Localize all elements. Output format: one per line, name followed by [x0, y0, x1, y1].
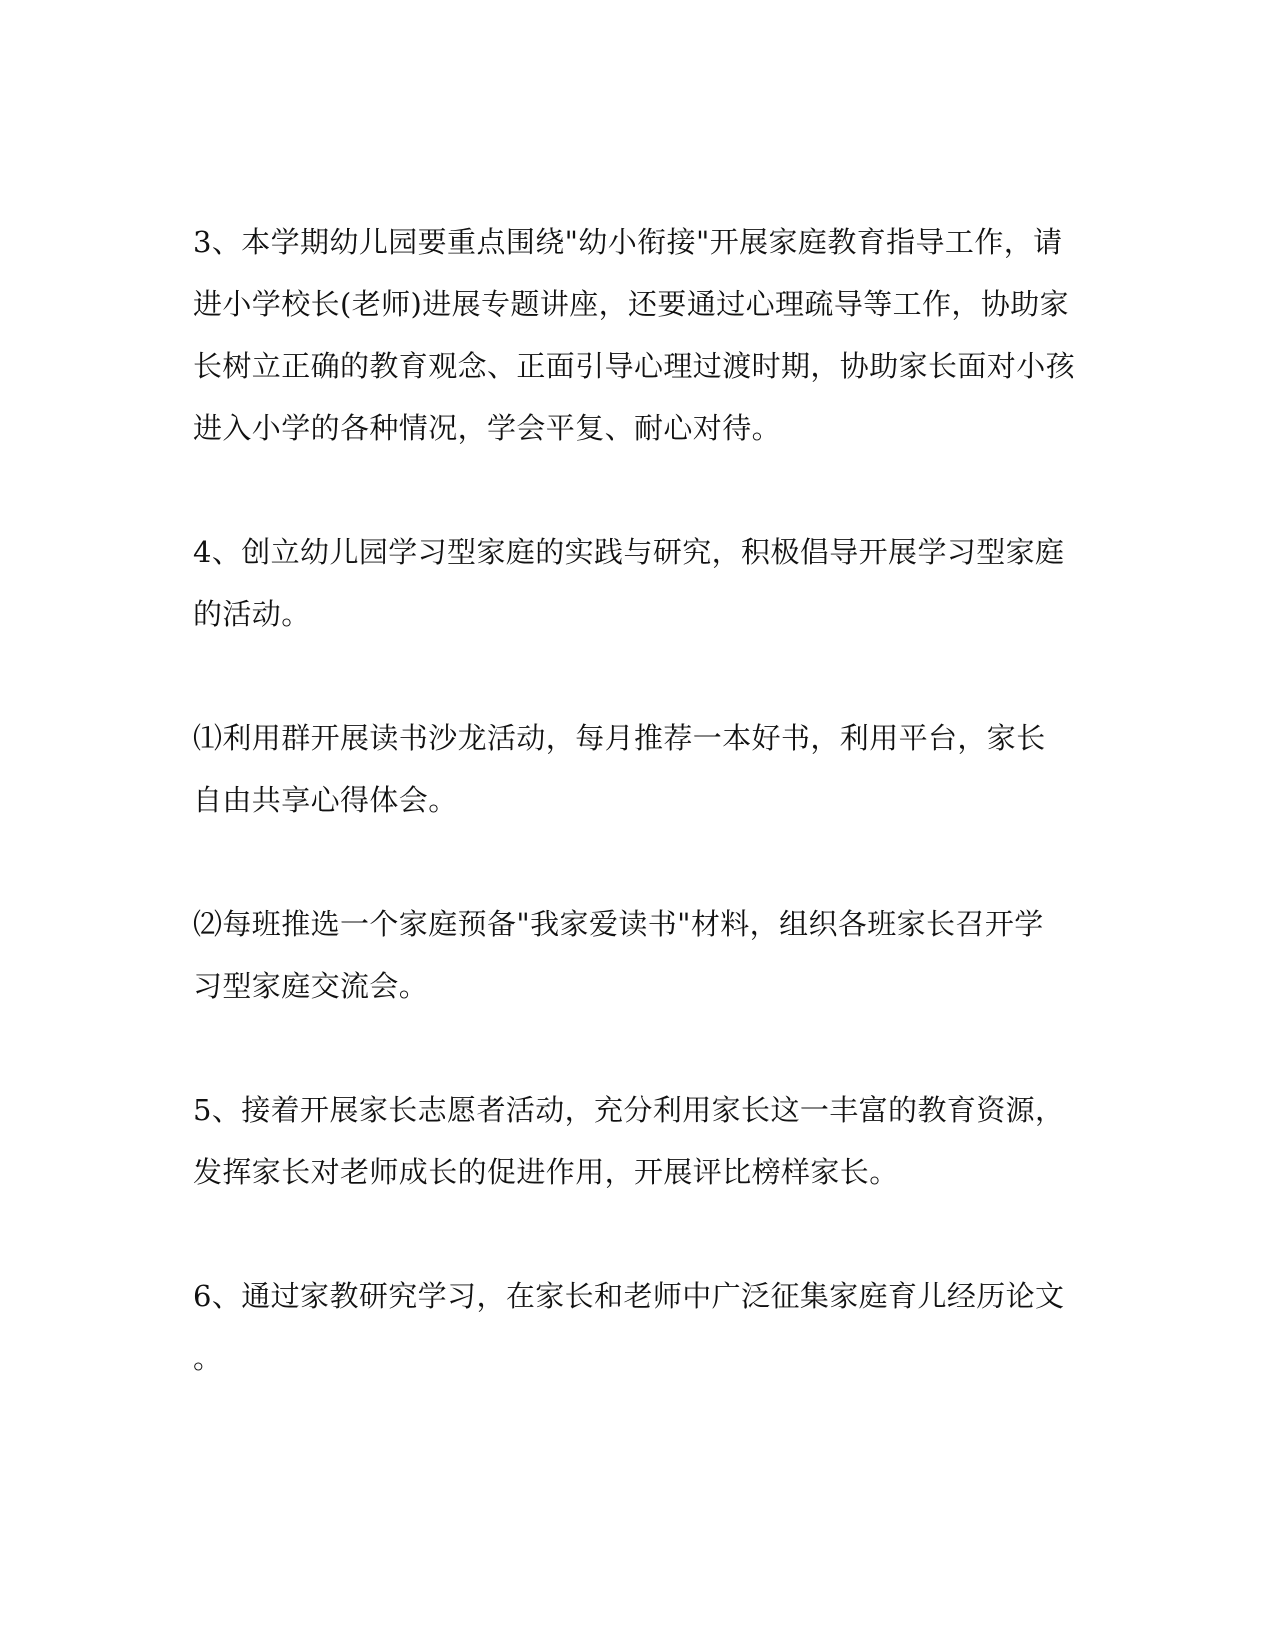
sub-item-1-line-2: 自由共享心得体会。: [193, 783, 458, 817]
sub-item-1-line-1: ⑴利用群开展读书沙龙活动，每月推荐一本好书，利用平台，家长: [193, 721, 1046, 755]
paragraph-3-line-2: 进小学校长(老师)进展专题讲座，还要通过心理疏导等工作，协助家: [193, 287, 1070, 321]
sub-item-2-line-2: 习型家庭交流会。: [193, 969, 429, 1003]
sub-item-2-line-1: ⑵每班推选一个家庭预备"我家爱读书"材料，组织各班家长召开学: [193, 907, 1044, 941]
paragraph-6-line-2: 。: [193, 1341, 223, 1375]
paragraph-3-line-1: 3、本学期幼儿园要重点围绕"幼小衔接"开展家庭教育指导工作，请: [193, 225, 1063, 259]
paragraph-4-line-2: 的活动。: [193, 597, 311, 631]
paragraph-5-line-2: 发挥家长对老师成长的促进作用，开展评比榜样家长。: [193, 1155, 899, 1189]
paragraph-4-line-1: 4、创立幼儿园学习型家庭的实践与研究，积极倡导开展学习型家庭: [193, 535, 1065, 569]
paragraph-3-line-3: 长树立正确的教育观念、正面引导心理过渡时期，协助家长面对小孩: [193, 349, 1076, 383]
paragraph-6-line-1: 6、通过家教研究学习，在家长和老师中广泛征集家庭育儿经历论文: [193, 1279, 1065, 1313]
paragraph-3-line-4: 进入小学的各种情况，学会平复、耐心对待。: [193, 411, 782, 445]
paragraph-5-line-1: 5、接着开展家长志愿者活动，充分利用家长这一丰富的教育资源，: [193, 1093, 1065, 1127]
